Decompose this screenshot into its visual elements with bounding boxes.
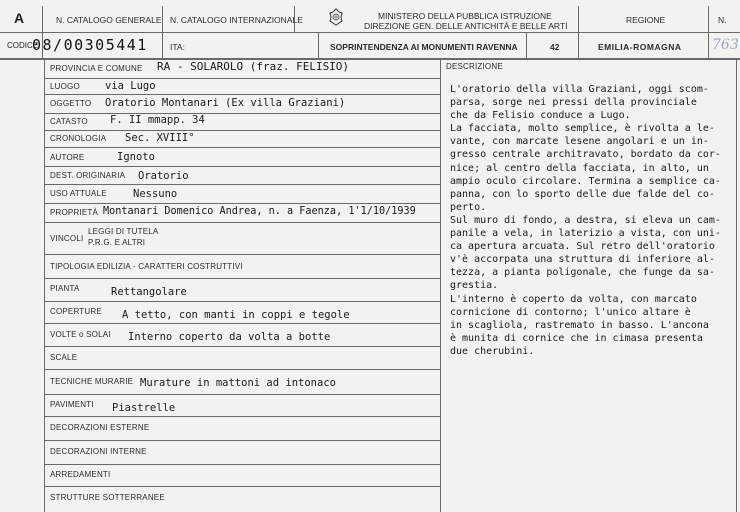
row-sep [44, 166, 440, 167]
ministero-line-2: DIREZIONE GEN. DELLE ANTICHITÀ E BELLE ARTI [364, 21, 568, 31]
row-sep [44, 184, 440, 185]
coperture-label: COPERTURE [50, 307, 102, 316]
descrizione-line: cornicione di contorno; l'unico altare è [450, 306, 691, 318]
catalogo-internazionale-label: N. CATALOGO INTERNAZIONALE [170, 15, 303, 25]
descrizione-line: perto. [450, 201, 487, 213]
pianta-value: Rettangolare [111, 286, 187, 298]
descrizione-line: ca apertura arcuata. Sul retro dell'oratorio [450, 241, 715, 253]
row-sep [44, 394, 440, 395]
descrizione-line: v'è accorpata una struttura di inferiore al- [450, 254, 715, 266]
row-sep [44, 369, 440, 370]
descrizione-line: panna, con lo sporto delle due falde del co- [450, 188, 715, 200]
descrizione-line: è munita di cornice che in cimasa presenta [450, 332, 703, 344]
descrizione-line: panile a vela, in laterizio a vista, con uni- [450, 228, 721, 240]
tipologia-label: TIPOLOGIA EDILIZIA - CARATTERI COSTRUTTIVI [50, 262, 243, 271]
coperture-value: A tetto, con manti in coppi e tegole [122, 309, 350, 321]
republic-emblem-icon [328, 8, 344, 26]
cronologia-label: CRONOLOGIA [50, 134, 107, 143]
autore-value: Ignoto [117, 151, 155, 163]
descrizione-line: vante, con marcate lesene angolari e un in- [450, 136, 709, 148]
codice-label: CODICE [7, 41, 39, 50]
tecniche-label: TECNICHE MURARIE [50, 377, 134, 386]
row-sep [44, 147, 440, 148]
row-sep [44, 222, 440, 223]
soprintendenza: SOPRINTENDENZA AI MONUMENTI RAVENNA [330, 42, 518, 52]
descrizione-line: due cherubini. [450, 345, 535, 357]
row-sep [44, 301, 440, 302]
row-sep [44, 94, 440, 95]
codice-vline-sopr [318, 33, 319, 58]
vincoli-label: VINCOLI [50, 234, 84, 243]
row-sep [44, 323, 440, 324]
codice-vline-ita [162, 33, 163, 58]
ministero-line-1: MINISTERO DELLA PUBBLICA ISTRUZIONE [378, 11, 552, 21]
descrizione-line: tezza, a pianta poligonale, che funge da sa- [450, 267, 715, 279]
proprieta-value: Montanari Domenico Andrea, n. a Faenza, 1'1/10/1939 [103, 206, 416, 217]
pianta-label: PIANTA [50, 284, 80, 293]
left-col-right-border [440, 59, 441, 512]
proprieta-label: PROPRIETÀ [50, 208, 99, 217]
pavimenti-value: Piastrelle [112, 402, 176, 414]
right-col-border [736, 59, 737, 512]
card-letter: A [14, 10, 25, 26]
ita-label: ITA: [170, 42, 185, 52]
pavimenti-label: PAVIMENTI [50, 400, 94, 409]
dest-originaria-label: DEST. ORIGINARIA [50, 171, 126, 180]
uso-attuale-value: Nessuno [133, 188, 178, 200]
card-number-handwritten: 763 [712, 37, 739, 53]
luogo-label: LUOGO [50, 82, 80, 91]
volte-value: Interno coperto da volta a botte [128, 331, 331, 343]
scale-label: SCALE [50, 353, 78, 362]
row-sep [44, 113, 440, 114]
descrizione-line: nice; al centro della facciata, in alto, un [450, 162, 709, 174]
descrizione-line: grestia. [450, 280, 499, 292]
descrizione-line: ampio oculo circolare. Termina a semplice ca- [450, 175, 721, 187]
strutture-label: STRUTTURE SOTTERRANEE [50, 493, 165, 502]
descrizione-line: parsa, sorge nei pressi della provinciale [450, 97, 697, 109]
header-vline-4 [578, 6, 579, 58]
descrizione-line: La facciata, molto semplice, è rivolta a le- [450, 123, 715, 135]
uso-attuale-label: USO ATTUALE [50, 189, 107, 198]
left-col-left-border [44, 59, 45, 512]
regione-label: REGIONE [626, 15, 666, 25]
row-sep [44, 464, 440, 465]
autore-label: AUTORE [50, 153, 85, 162]
row-sep [44, 346, 440, 347]
descrizione-line: Sul muro di fondo, a destra, si eleva un cam- [450, 214, 721, 226]
oggetto-value: Oratorio Montanari (Ex villa Graziani) [105, 97, 346, 109]
cronologia-value: Sec. XVIII° [125, 132, 195, 144]
descrizione-line: gresso centrale architravato, bordato da cor- [450, 149, 721, 161]
n-label: N. [718, 15, 727, 25]
row-sep [44, 440, 440, 441]
oggetto-label: OGGETTO [50, 99, 92, 108]
vincoli-sub-prg: P.R.G. E ALTRI [88, 238, 146, 247]
decorazioni-interne-label: DECORAZIONI INTERNE [50, 447, 147, 456]
row-sep [44, 78, 440, 79]
header-bottom-line [0, 32, 740, 33]
descrizione-label: DESCRIZIONE [446, 62, 503, 71]
codice-value: 08/00305441 [32, 36, 148, 54]
row-sep [44, 130, 440, 131]
row-sep [44, 278, 440, 279]
descrizione-line: L'oratorio della villa Graziani, oggi scom- [450, 84, 709, 95]
catasto-label: CATASTO [50, 117, 88, 126]
vincoli-sub-leggi: LEGGI DI TUTELA [88, 227, 159, 236]
codice-row-bottom-line [0, 58, 740, 60]
provincia-value: RA - SOLAROLO (fraz. FELISIO) [157, 60, 350, 73]
decorazioni-esterne-label: DECORAZIONI ESTERNE [50, 423, 150, 432]
descrizione-text [450, 83, 732, 358]
row-sep [44, 486, 440, 487]
descrizione-line: che da Felisio conduce a Lugo. [450, 110, 631, 122]
descrizione-line: in scagliola, rastremato in basso. L'ancona [450, 319, 709, 331]
luogo-value: via Lugo [105, 80, 156, 92]
descrizione-line: L'interno è coperto da volta, con marcato [450, 293, 697, 305]
row-sep [44, 416, 440, 417]
volte-label: VOLTE o SOLAI [50, 330, 111, 339]
header-vline-5 [708, 6, 709, 58]
regione-value: EMILIA-ROMAGNA [598, 42, 682, 52]
dest-originaria-value: Oratorio [138, 170, 189, 182]
catasto-value: F. II mmapp. 34 [110, 114, 205, 126]
header-vline-2 [162, 6, 163, 33]
provincia-label: PROVINCIA E COMUNE [50, 64, 143, 73]
arredamenti-label: ARREDAMENTI [50, 470, 111, 479]
row-sep [44, 254, 440, 255]
soprintendenza-code: 42 [550, 42, 560, 52]
codice-vline-code [526, 33, 527, 58]
row-sep [44, 203, 440, 204]
tecniche-value: Murature in mattoni ad intonaco [140, 377, 336, 389]
catalogo-generale-label: N. CATALOGO GENERALE [56, 15, 162, 25]
